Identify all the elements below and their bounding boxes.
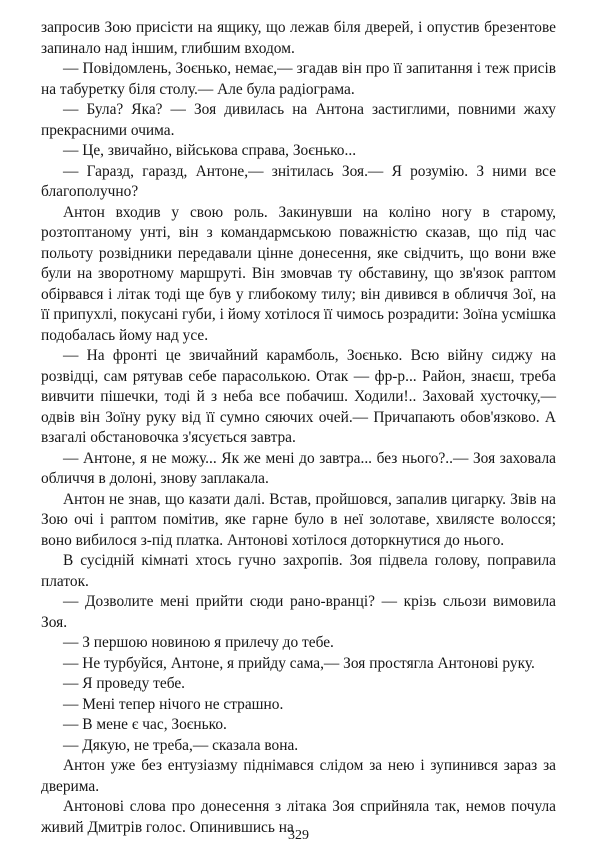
- page-number: 329: [288, 828, 309, 843]
- paragraph: — Дякую, не треба,— сказала вона.: [63, 736, 299, 754]
- body-text: [41, 18, 556, 838]
- paragraph: — Була? Яка? — Зоя дивилась на Антона застиглими, повними жаху прекрасними очима.: [41, 101, 556, 139]
- paragraph: — Дозволите мені прийти сюди рано-вранці? — крізь сльози вимовила Зоя.: [41, 593, 556, 631]
- paragraph: Антонові слова про донесення з літака Зоя сприйняла так, немов почула живий Дмитрів голос. Опинившись на: [41, 798, 556, 836]
- paragraph: В сусідній кімнаті хтось гучно захропів. Зоя підвела голову, поправила платок.: [41, 552, 556, 590]
- paragraph: — Це, звичайно, військова справа, Зоєнько...: [63, 142, 357, 159]
- paragraph: Антон входив у свою роль. Закинувши на коліно ногу в старому, розтоптаному унті, він з командармською поважністю сказав, що під час польоту розвідники передавали цінне донесення, яке свідчить, що вони вже були на зворотному маршруті. Він змовчав ту обставину, що зв'язок раптом обірвався і літак тоді ще був у глибокому тилу; він дивився в обличчя Зої, на її припухлі, покусані губи, і йому хотілося її чимось розрадити: Зоїна усмішка подобалась йому над усе.: [41, 203, 556, 344]
- paragraph: — Повідомлень, Зоєнько, немає,— згадав він про її запитання і теж присів на табуретку біля столу.— Але була радіограма.: [41, 60, 556, 98]
- book-page: [41, 18, 556, 854]
- paragraph: — На фронті це звичайний карамболь, Зоєнько. Всю війну сиджу на розвідці, сам рятував себе парасолькою. Отак — фр-р... Район, знаєш, треба вивчити пішечки, тоді й з неба все побачиш. Ходили!.. Заховай хусточку,— одвів він Зоїну руку від її сумно сяючих очей.— Причапають обов'язково. А взагалі обстановочка з'ясується завтра.: [41, 347, 556, 446]
- paragraph: Антон не знав, що казати далі. Встав, пройшовся, запалив цигарку. Звів на Зою очі і раптом помітив, яке гарне було в неї золотаве, хвилясте волосся; воно вибилося з-під платка. Антонові хотілося доторкнутися до нього.: [41, 490, 556, 549]
- paragraph: — Не турбуйся, Антоне, я прийду сама,— Зоя простягла Антонові руку.: [63, 654, 535, 672]
- paragraph: — Мені тепер нічого не страшно.: [63, 695, 284, 713]
- paragraph: Антон уже без ентузіазму піднімався слідом за нею і зупинився зараз за дверима.: [41, 757, 556, 795]
- paragraph: запросив Зою присісти на ящику, що лежав біля дверей, і опустив брезентове запинало над іншим, глибшим входом.: [41, 19, 556, 57]
- paragraph: — Я проведу тебе.: [63, 675, 186, 692]
- paragraph: — Гаразд, гаразд, Антоне,— знітилась Зоя.— Я розумію. З ними все благополучно?: [41, 162, 556, 200]
- paragraph: — З першою новиною я прилечу до тебе.: [63, 634, 334, 651]
- paragraph: — В мене є час, Зоєнько.: [63, 716, 227, 733]
- paragraph: — Антоне, я не можу... Як же мені до завтра... без нього?..— Зоя заховала обличчя в долоні, знову заплакала.: [41, 449, 556, 487]
